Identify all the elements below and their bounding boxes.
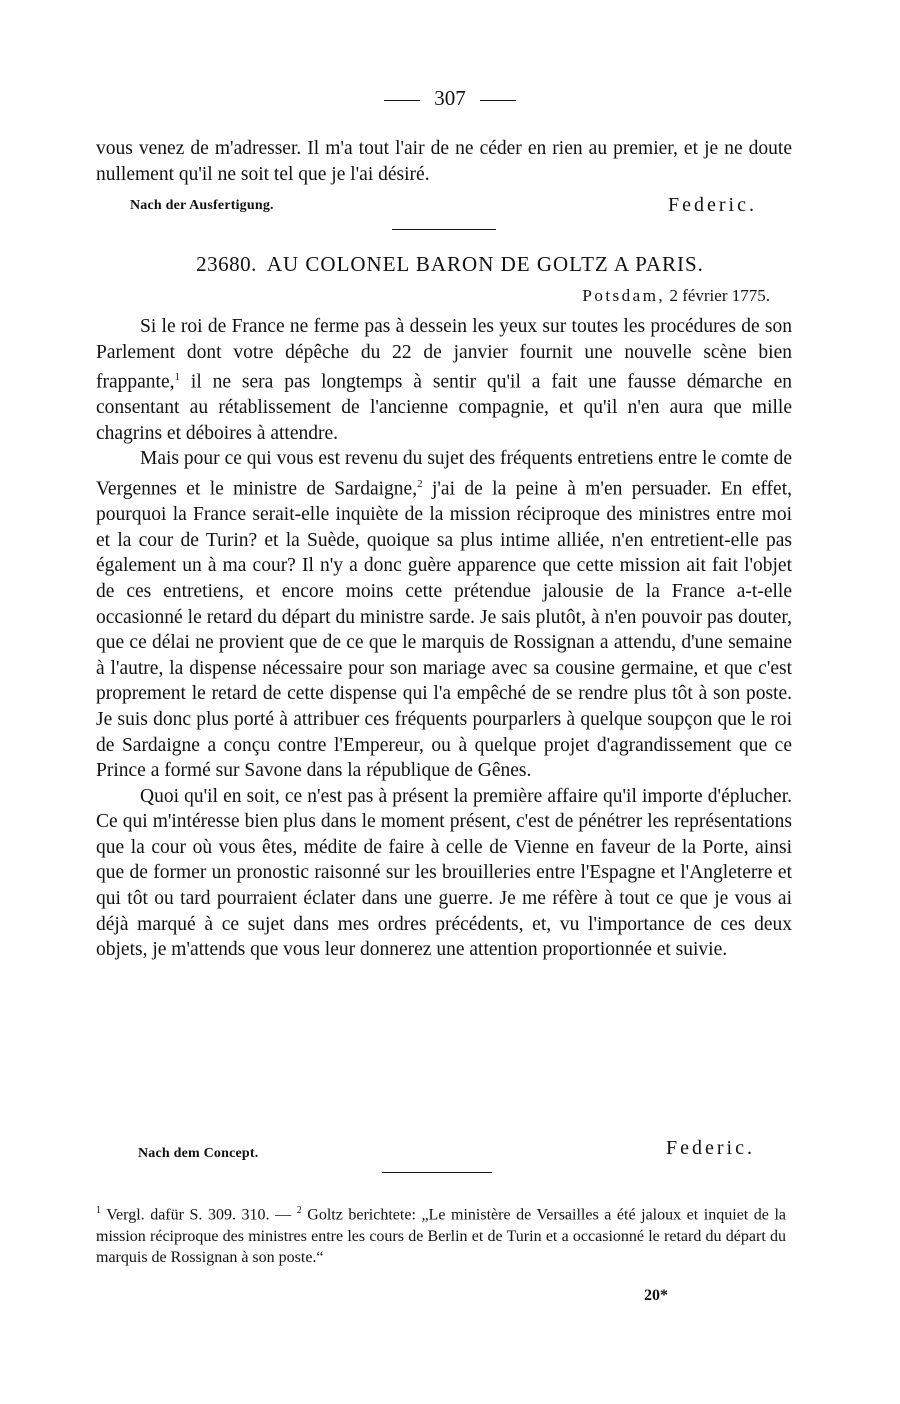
- letter-paragraph-3: Quoi qu'il en soit, ce n'est pas à présent la première affaire qu'il importe d'éplucher. Ce qui m'intéresse bien plus dans le moment présent, c'est de pénétrer les représentations que la cour où vous êtes, médite de faire à celle de Vienne en faveur de la Porte, ainsi que de former un pronostic raisonné sur les brouilleries entre l'Espagne et l'Angleterre et qui tôt ou tard pourraient éclater dans une guerre. Je me réfère à tout ce que je vous ai déjà marqué à ce sujet dans mes ordres précédents, et, vu l'importance de ces deux objets, je m'attends que vous leur donnerez une attention proportionnée et suivie.: [96, 785, 792, 961]
- header-rule-left: [384, 100, 420, 101]
- letter-heading: [0, 252, 900, 277]
- letter-place: Potsdam,: [582, 286, 666, 305]
- footnote-marker-1: 1: [96, 1205, 101, 1216]
- letter-signature: Federic.: [666, 1137, 755, 1159]
- page-header: [0, 86, 900, 111]
- paragraph-1-text-a: Si le roi de France ne ferme pas à dessein les yeux sur toutes les procédures de son Parlement dont votre dépêche du 22 de janvier fournit une nouvelle scène bien frappante,: [96, 316, 792, 393]
- footnote-marker-2: 2: [296, 1205, 302, 1216]
- footnote-ref-1: 1: [174, 371, 180, 384]
- letter-source-note: Nach dem Concept.: [138, 1146, 259, 1161]
- continuation-source-note: Nach der Ausfertigung.: [130, 198, 274, 213]
- letter-date: 2 février 1775.: [669, 286, 770, 305]
- footnote-1-text: Vergl. dafür S. 309. 310. —: [101, 1206, 297, 1224]
- section-separator: [392, 229, 496, 230]
- sheet-signature-mark: 20*: [644, 1287, 668, 1304]
- continuation-signature: Federic.: [668, 194, 757, 216]
- footnotes: [96, 1200, 786, 1269]
- paragraph-2-text-b: j'ai de la peine à m'en persuader. En effet, pourquoi la France serait-elle inquiète de la mission réciproque des ministres entre moi et la cour de Turin? et la Suède, quoique sa plus intime alliée, n'en entretient-elle pas également un à ma cour? Il n'y a donc guère apparence que cette mission ait fait l'objet de ces entretiens, et encore moins cette prétendue jalousie de la France a-t-elle occasionné le retard du départ du ministre sarde. Je sais plutôt, à n'en pouvoir pas douter, que ce délai ne provient que de ce que le marquis de Rossignan a attendu, d'une semaine à l'autre, la dispense nécessaire pour son mariage avec sa cousine germaine, et que c'est proprement le retard de cette dispense qui l'a empêché de se rendre plus tôt à son poste. Je suis donc plus porté à attribuer ces fréquents pourparlers à quelque soupçon que le roi de Sardaigne a conçu contre l'Empereur, ou à quelque projet d'agrandissement que ce Prince a formé sur Savone dans la république de Gênes.: [96, 478, 792, 782]
- letter-dateline: [582, 286, 770, 306]
- header-rule-right: [480, 100, 516, 101]
- letter-title: AU COLONEL BARON DE GOLTZ A PARIS.: [266, 252, 704, 276]
- continuation-paragraph: vous venez de m'adresser. Il m'a tout l'air de ne céder en rien au premier, et je ne doute nullement qu'il ne soit tel que je l'ai désiré.: [96, 138, 792, 185]
- footnote-2-text: Goltz berichtete: „Le ministère de Versailles a été jaloux et inquiet de la mission réciproque des ministres entre les cours de Berlin et de Turin et a occasionné le retard du départ du marquis de Rossignan à son poste.“: [96, 1206, 787, 1267]
- letter-paragraph-1: [96, 314, 792, 446]
- letter-body: [96, 314, 792, 963]
- paragraph-2-text-a: Mais pour ce qui vous est revenu du sujet des fréquents entretiens entre le comte de Vergennes et le ministre de Sardaigne,: [96, 448, 792, 500]
- letter-paragraph-2: [96, 446, 792, 783]
- paragraph-1-text-b: il ne sera pas longtemps à sentir qu'il a fait une fausse démarche en consentant au rétablissement de l'ancienne compagnie, et qu'il n'en aura que mille chagrins et déboires à attendre.: [96, 371, 792, 444]
- continuation-text-block: [96, 136, 792, 187]
- page-number: 307: [434, 86, 466, 110]
- footnote-ref-2: 2: [417, 478, 423, 491]
- footnote-separator: [382, 1172, 492, 1173]
- letter-number: 23680.: [196, 252, 257, 276]
